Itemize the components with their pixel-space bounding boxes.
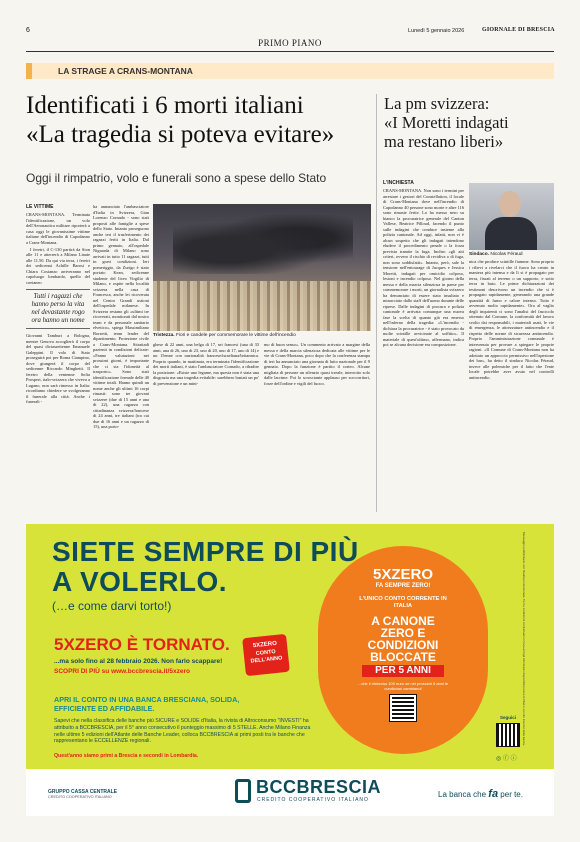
card-small: ...che il rimborso 100 euro se nei prossimi 5 anni le condizioni cambiano! — [357, 681, 449, 691]
side-col-1 — [383, 188, 464, 349]
side-photo-mayor — [469, 183, 554, 250]
kicker-text: LA STRAGE A CRANS-MONTANA — [58, 66, 193, 76]
main-col3-text: ghese di 22 anni, una belga di 17, sei francesi (una di 33 anni, una di 26, uno di 23, uno di 20, uno di 17, uno di 14) e un 15enne con nazionalità francese/israeliana/britannica. Proprio quando, in mattinata, era terminata l'identificazione dei morti italiani, è stato l'ambasciatore Cornado, a ribadire la posizione: «Esiste uno legame, ma questa non è stata una disgrazia ma una tragedia evitabile: sarebbero bastati un po' di prevenzione e un mini- — [153, 342, 259, 386]
card-bloccate: BLOCCATE — [370, 650, 436, 664]
header-rule — [26, 51, 554, 52]
seguici-label: Seguici — [500, 715, 517, 720]
side-headline-2: «I Moretti indagati — [384, 113, 509, 132]
section-label: PRIMO PIANO — [258, 38, 322, 48]
ad-headline-3: (…e come darvi torto!) — [52, 599, 172, 613]
photo-caption-text: Fiori e candele per commemorare le vittime dell'incendio — [175, 333, 296, 338]
card-brand: 5XZERO — [372, 566, 433, 583]
main-col-4 — [264, 342, 370, 388]
card-anni — [362, 665, 444, 677]
ad-slogan — [438, 788, 523, 800]
photo-caption-label: Tristezza. — [153, 333, 175, 338]
mayor-body — [485, 217, 537, 250]
inchiesta-label: L'INCHIESTA — [383, 180, 414, 186]
card-tag: FA SEMPRE ZERO! — [375, 583, 431, 589]
card-canone: A CANONE — [371, 614, 435, 628]
main-photo — [153, 204, 371, 331]
side-caption-text: Nicolas Féraud — [490, 252, 523, 257]
kicker-bar — [26, 63, 554, 79]
conto-anno-badge — [242, 634, 290, 676]
qr-code — [390, 695, 416, 721]
bcc-logo-sub: CREDITO COOPERATIVO ITALIANO — [257, 797, 369, 803]
mayor-head — [499, 191, 521, 217]
main-col4-text: mo di buon senso». Un commento arrivato a margine della messa e della marcia silenziosa dedicata alle vittime per le vie di Crans-Montana, poco dopo che la conferenza stampa di ieri ha annunciato una giornata di lutto nazionale per il 9 gennaio. Dopo la funzione è partito il corteo. Alcune migliaia di persone un silenzio quasi irreale, interrotto solo dalle lacrime. Poi lo scrosciante applauso per soccorritori, forze dell'ordine e vigili del fuoco. — [264, 342, 370, 386]
card-zero: ZERO E — [380, 626, 426, 640]
social-icons — [496, 753, 517, 762]
ad-offer-1: ...ma solo fino al 28 febbraio 2026. Non farlo scappare! — [54, 658, 223, 665]
ad-footer — [26, 769, 554, 816]
side-headline-3: ma restano liberi» — [384, 132, 504, 151]
ad-zero-card — [318, 546, 488, 754]
main-col1-p1: CRANS-MONTANA. Terminata l'identificazione, un volo dell'Aeronautica militare riporterà a casa oggi le giovanissime vittime italiane dell'incendio di Capodanno a Crans-Montana. — [26, 212, 90, 245]
side-col-2 — [469, 259, 554, 382]
main-col-2 — [93, 204, 149, 431]
main-subhead: Oggi il rimpatrio, volo e funerali sono a spese dello Stato — [26, 171, 327, 185]
main-headline-2: «La tragedia si poteva evitare» — [26, 121, 335, 148]
ad-tornato: 5XZERO È TORNATO. — [54, 635, 230, 654]
ad-headline-2: A VOLERLO. — [52, 566, 228, 597]
instagram-icon[interactable]: ◎ — [496, 756, 502, 762]
card-condizioni: CONDIZIONI — [367, 638, 439, 652]
ad-legal: Messaggio pubblicitario con finalità promozionale. Per le condizioni contrattuali si rinvia ai fogli informativi disponibili presso le filiali e sul sito internet della banca. — [522, 532, 526, 746]
slogan-fa: fa — [488, 788, 499, 800]
paper-name: GIORNALE DI BRESCIA — [482, 27, 555, 33]
kicker-block — [26, 63, 32, 79]
photo-caption — [153, 333, 371, 338]
pullquote — [26, 289, 90, 329]
main-headline-1: Identificati i 6 morti italiani — [26, 92, 304, 119]
main-col1-p2: I feretri, il C-130 partirà da Sion alle 11 e atterrerà a Milano Linate alle 11.50. Da qui via terra, i feretri dei sedicenni Achille Barosi e Chiara Costanzo arriveranno nel capoluogo lombardo, quello del coetaneo — [26, 246, 90, 285]
side-caption-name: Sindaco. — [469, 252, 489, 257]
ad-closing: Quest'anno siamo primi a Brescia e secondi in Lombardia. — [54, 753, 199, 759]
bcc-logo-mark — [235, 779, 251, 803]
slogan-post: per te. — [500, 790, 523, 799]
ad-headline-1: SIETE SEMPRE DI PIÙ — [52, 536, 359, 567]
main-col1-p3: Giovanni Tamburi a Bologna, mentre Genova accoglierà il corpo del quasi diciassettenne Emanuele Galeppini. Il volo di Stato proseguirà poi per Roma Ciampino, dove giungerà il corpo del sedicenne Riccardo Minghetti. Il feretro della ventenne Sofia Prosperi, italo-svizzera che viveva a Lugano, non sarà rimesso in Italia: ricordiamo chiedere se svolgeranno il funerale alla città. Anche i funerali - — [26, 333, 90, 404]
vittime-label: LE VITTIME — [26, 204, 54, 210]
badge-brand: 5XZERO — [252, 640, 278, 650]
side-headline-1: La pm svizzera: — [384, 94, 490, 113]
column-separator — [376, 94, 377, 512]
photo-crowd — [173, 214, 353, 274]
ad-offer-2: SCOPRI DI PIÙ su www.bccbrescia.it/5xzero — [54, 668, 190, 675]
card-unico: L'UNICO CONTO CORRENTE IN ITALIA — [359, 596, 447, 609]
side-col2-text: nica che produce scintille fiamme. Sono proprio i rilievi a rivelarci che il fuoco ha creato in maniera più intensa e da lì si è propagato per terra, fissati al terreno o un supporto, e sotto terra in buio. Le prime dichiarazioni dei testimoni descrivono un incendio che si è propagato rapidamente, generando una grande quantità di fumo e calore intenso. Tutto è avvenuto molto rapidamente». Ora al vaglio degli inquirenti ci sono l'analisi del fascicolo ottenuto dal Comune, la conformità del lavoro svolto dai responsabili, i materiali usati, le vie di emergenza, le attrezzature antincendio e il rispetto delle norme di sicurezza antincendio. Proprio l'amministrazione comunale è intervenuta per provare a spiegare le proprie ragioni. «Il Comune di Crans-Montana non ha adottato un approccio permissivo nell'ispezione dei bar», ha detto il sindaco Nicolas Féraud, invece alle polemiche per il fatto che l'ente locale potrebbe aver avuto nel controlli antincendio. — [469, 259, 554, 380]
main-col-1 — [26, 212, 90, 406]
ad-apri-1: APRI IL CONTO IN UNA BANCA BRESCIANA, SOLIDA, — [54, 695, 240, 704]
seguici-qr — [496, 723, 520, 747]
main-col2-text: ha annunciato l'ambasciatore d'Italia in Svizzera, Gian Lorenzo Cornado - sono stati proposti alle famiglie a spese dello Stato. Intanto proseguono anche ieri il trasferimento dei ragazzi feriti in Italia. Dal primo gennaio, all'ospedale Niguarda di Milano sono arrivati in tutto 11 ragazzi, tutti in gravi condizioni. Ieri pomeriggio, da Zurigo è stato portato Kean, sedicenne studente del liceo Virgilio di Milano, e ospite nella località svizzera nella casa di Francesca, anche lei ricoverata nel Centro Grandi ustioni dell'ospedale milanese. In Svizzera restano gli «ultimi tre ricoverati, monitorati dal nostro team e da personale sanitario elvetico», spiega Massimiliano Borzetti, team leader del dipartimento. Protezione civile a Crans-Montana. Sitrattadi pazienti in condizioni delicate: «Fanno valutazioni nei prossimi giorni, è importante che ci sia l'idoneità al trasporto». Sono stati identificazione formale delle 40 vittime totali. Hanno quindi un nome anche gli ultimi 16 corpi rimasti: sono tre giovani svizzere (due di 15 anni e una di 22), una ragazza con cittadinanza svizzera/francese di 24 anni, tre italiani (tra cui due di 16 anni e un ragazzo di 15), una porto- — [93, 204, 149, 429]
group-name: GRUPPO CASSA CENTRALE — [48, 789, 117, 795]
page-number: 6 — [26, 27, 30, 34]
side-photo-caption — [469, 252, 523, 257]
group-sub: CREDITO COOPERATIVO ITALIANO — [48, 795, 112, 799]
photo-candles — [153, 281, 371, 331]
ad-apri-2: EFFICIENTE ED AFFIDABILE. — [54, 704, 155, 713]
card-anni-text: PER 5 ANNI — [375, 665, 431, 676]
slogan-pre: La banca che — [438, 790, 487, 799]
pullquote-text: Tutti i ragazzi che hanno perso la vita nel devastante rogo ora hanno un nome — [31, 293, 85, 324]
main-col-3 — [153, 342, 259, 388]
badge-label: CONTO DELL'ANNO — [250, 648, 283, 665]
ad-body: Sapevi che nella classifica delle banche più SICURE e SOLIDE d'Italia, la rivista di Altroconsumo "INVESTI" ha attribuito a BCCBRESCIA, per il 5° anno consecutivo il punteggio massimo di 5 STELLE. Anche Milano Finanza nelle ultime 5 edizioni dell'Atlante delle Banche Leader, colloca BCCBRESCIA ai primi posti tra le banche che rappresentano le ECCELLENZE regionali. — [54, 718, 311, 745]
page-date: Lunedì 5 gennaio 2026 — [408, 28, 465, 34]
bcc-advertisement — [26, 524, 554, 816]
linkedin-icon[interactable]: ⓘ — [510, 756, 517, 762]
facebook-icon[interactable]: ⓕ — [502, 756, 509, 762]
group-logo — [48, 789, 117, 799]
side-col1-text: CRANS-MONTANA. Non sono i termini per arrestare i gestori del Constellation, il locale di Crans-Montana dove nell'incendio di Capodanno 40 persone sono morte e altre 116 sono rimaste ferite. Lo ha messo nero su bianco la procuratrice generale del Canton Vallese, Beatrice Pilloud, facendo il punto sulle indagini che conduce insieme alla polizia cantonale. Ad oggi, infatti, non vi è alcun sospetto che gli indagati intendono eludere il procedimento penale o la forza prevista tramite la fuga. Inoltro «gli atti criteri, ovvero il rischio di recidiva o di fuga, non sono soddisfatti». Intanto, però, sale la tensione nell'entourage di Jacques e Jessica Moretti, indagati per omicidio colposo, lesioni e incendio colposo. Nel giorno della messa e della marcia silenziosa in paese per commemorare i morti, un giornalista svizzero ha denunciato di essere stato insultato e minacciato dallo staff dell'uomo durante delle riprese. Dalle indagini di procura e polizia cantonale è arrivata comunque una nuova fase la scelta di quanto già era emerso nell'inferno della tragedia: «L'incendio - dichiara la procuratrice - è stato provocato da molte scintille avvicinate al soffitto». Il materiale di quest'ultimo, affermano, indica poi se alcuna decisione era composizione. — [383, 188, 464, 347]
bcc-logo-text: BCCBRESCIA — [256, 777, 382, 797]
